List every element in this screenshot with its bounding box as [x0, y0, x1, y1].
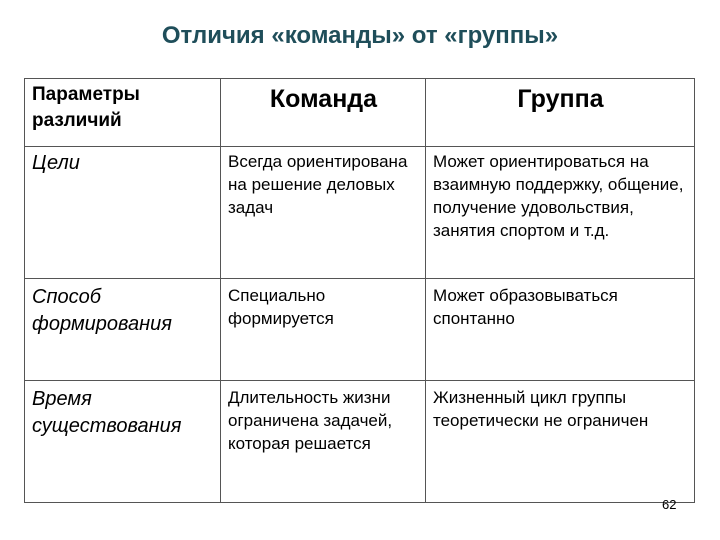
comparison-table — [24, 78, 695, 503]
row-label-duration: Время существования — [25, 381, 221, 503]
table-row — [25, 381, 695, 503]
header-parameters: Параметры различий — [25, 79, 221, 147]
cell-group-formation: Может образовываться спонтанно — [426, 279, 695, 381]
header-team: Команда — [221, 79, 426, 147]
row-label-formation: Способ формирования — [25, 279, 221, 381]
cell-group-duration: Жизненный цикл группы теоретически не ограничен — [426, 381, 695, 503]
header-group: Группа — [426, 79, 695, 147]
cell-group-goals: Может ориентироваться на взаимную поддержку, общение, получение удовольствия, занятия спортом и т.д. — [426, 147, 695, 279]
table-row — [25, 279, 695, 381]
cell-team-formation: Специально формируется — [221, 279, 426, 381]
slide-title: Отличия «команды» от «группы» — [161, 22, 559, 49]
table-header-row — [25, 79, 695, 147]
page-number: 62 — [662, 497, 677, 512]
row-label-goals: Цели — [25, 147, 221, 279]
cell-team-duration: Длительность жизни ограничена задачей, которая решается — [221, 381, 426, 503]
table-row — [25, 147, 695, 279]
cell-team-goals: Всегда ориентирована на решение деловых задач — [221, 147, 426, 279]
